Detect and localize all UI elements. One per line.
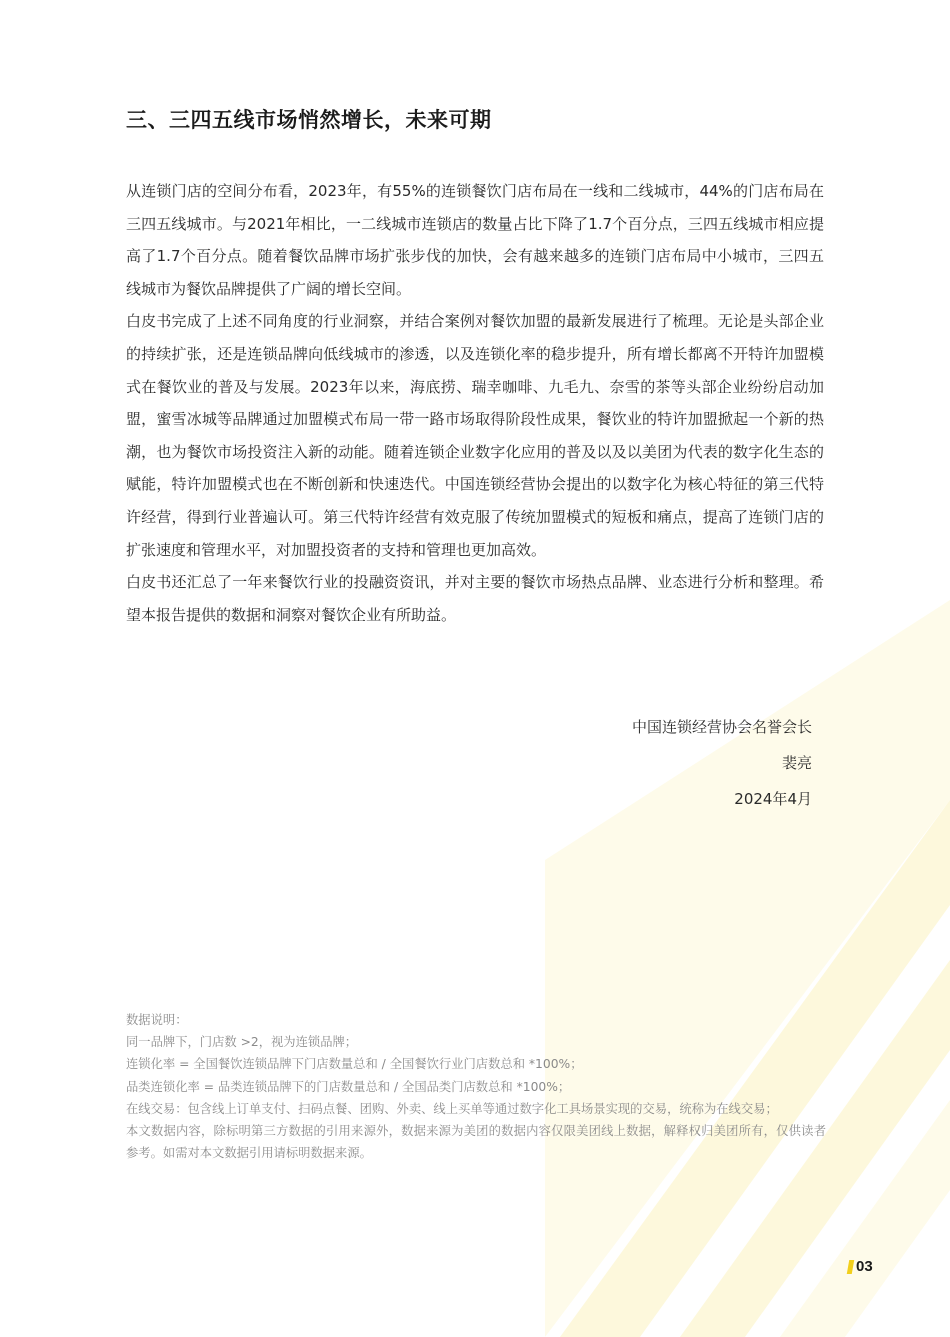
page-marker-icon <box>847 1260 854 1274</box>
section-title: 三、三四五线市场悄然增长，未来可期 <box>126 108 492 132</box>
note-chain-brand-definition: 同一品牌下，门店数 >2，视为连锁品牌； <box>126 1035 358 1050</box>
signature-name: 裴亮 <box>781 754 812 772</box>
page-number-text: 03 <box>856 1258 873 1275</box>
note-data-source: 本文数据内容，除标明第三方数据的引用来源外，数据来源为美团的数据内容仅限美团线上数据，解释权归美团所有，仅供读者参考。如需对本文数据引用请标明数据来源。 <box>126 1124 826 1161</box>
signature-organization: 中国连锁经营协会名誉会长 <box>631 718 812 736</box>
page-number <box>848 1258 873 1276</box>
note-chain-rate-formula: 连锁化率 = 全国餐饮连锁品牌下门店数量总和 / 全国餐饮行业门店数总和 *100%； <box>126 1057 583 1072</box>
signature-date: 2024年4月 <box>734 790 812 808</box>
main-content <box>126 105 824 631</box>
data-notes <box>126 1009 826 1164</box>
note-online-transaction-definition: 在线交易：包含线上订单支付、扫码点餐、团购、外卖、线上买单等通过数字化工具场景实现的交易，统称为在线交易； <box>126 1101 778 1116</box>
note-category-chain-rate-formula: 品类连锁化率 = 品类连锁品牌下的门店数量总和 / 全国品类门店数总和 *100%； <box>126 1079 571 1094</box>
notes-heading: 数据说明： <box>126 1013 188 1027</box>
paragraph-franchise-insights: 白皮书完成了上述不同角度的行业洞察，并结合案例对餐饮加盟的最新发展进行了梳理。无论是头部企业的持续扩张，还是连锁品牌向低线城市的渗透，以及连锁化率的稳步提升，所有增长都离不开特许加盟模式在餐饮业的普及与发展。2023年以来，海底捞、瑞幸咖啡、九毛九、奈雪的茶等头部企业纷纷启动加盟，蜜雪冰城等品牌通过加盟模式布局一带一路市场取得阶段性成果，餐饮业的特许加盟掀起一个新的热潮，也为餐饮市场投资注入新的动能。随着连锁企业数字化应用的普及以及以美团为代表的数字化生态的赋能，特许加盟模式也在不断创新和快速迭代。中国连锁经营协会提出的以数字化为核心特征的第三代特许经营，得到行业普遍认可。第三代特许经营有效克服了传统加盟模式的短板和痛点，提高了连锁门店的扩张速度和管理水平，对加盟投资者的支持和管理也更加高效。 <box>126 312 824 559</box>
signature-block <box>632 716 812 824</box>
paragraph-summary: 白皮书还汇总了一年来餐饮行业的投融资资讯，并对主要的餐饮市场热点品牌、业态进行分析和整理。希望本报告提供的数据和洞察对餐饮企业有所助益。 <box>126 573 824 624</box>
paragraph-spatial-distribution: 从连锁门店的空间分布看，2023年，有55%的连锁餐饮门店布局在一线和二线城市，44%的门店布局在三四五线城市。与2021年相比，一二线城市连锁店的数量占比下降了1.7个百分点，三四五线城市相应提高了1.7个百分点。随着餐饮品牌市场扩张步伐的加快，会有越来越多的连锁门店布局中小城市，三四五线城市为餐饮品牌提供了广阔的增长空间。 <box>126 182 824 298</box>
